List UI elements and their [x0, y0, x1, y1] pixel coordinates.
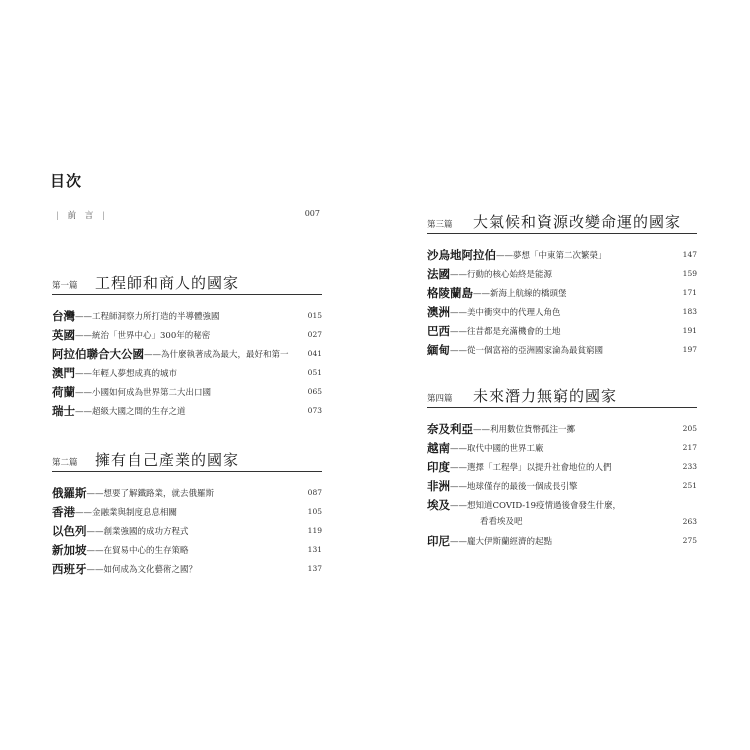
part-title: 大氣候和資源改變命運的國家: [473, 213, 682, 231]
toc-entry[interactable]: [427, 304, 697, 320]
entry-description: ——取代中國的世界工廠: [450, 444, 544, 454]
entry-description: ——從一個富裕的亞洲國家淪為最貧窮國: [450, 346, 604, 356]
toc-entry[interactable]: [427, 440, 697, 456]
entry-description: ——在貿易中心的生存策略: [86, 546, 189, 556]
entry-page-number: 015: [307, 311, 322, 320]
toc-entry[interactable]: [427, 478, 697, 494]
entry-description: ——選擇「工程學」以提升社會地位的人們: [450, 463, 612, 473]
entry-description: ——如何成為文化藝術之國？: [86, 565, 198, 575]
part-divider: [52, 471, 322, 472]
entry-country: 奈及利亞: [427, 422, 473, 436]
entry-list: [52, 308, 322, 422]
toc-entry[interactable]: [427, 266, 697, 282]
part-title: 未來潛力無窮的國家: [473, 387, 618, 405]
entry-page-number: 041: [307, 349, 322, 358]
toc-entry[interactable]: [427, 342, 697, 358]
part-heading: [52, 450, 322, 472]
entry-country: 格陵蘭島: [427, 286, 473, 300]
entry-country: 澳門: [52, 366, 75, 380]
entry-page-number: 137: [307, 564, 322, 573]
entry-description: ——龐大伊斯蘭經濟的起點: [450, 537, 553, 547]
toc-entry[interactable]: [427, 323, 697, 339]
part-number: 第三篇: [427, 220, 453, 230]
entry-country: 俄羅斯: [52, 486, 87, 500]
entry-country: 印度: [427, 460, 450, 474]
entry-country: 澳洲: [427, 305, 450, 319]
entry-country: 埃及: [427, 498, 450, 512]
entry-description: ——金融業與制度息息相關: [75, 508, 178, 518]
entry-country: 以色列: [52, 524, 87, 538]
entry-page-number: 147: [682, 250, 697, 259]
entry-description: ——年輕人夢想成真的城市: [75, 369, 178, 379]
part-heading: [427, 386, 697, 408]
toc-entry[interactable]: [52, 542, 322, 558]
entry-list: [52, 485, 322, 580]
entry-page-number: 251: [682, 481, 697, 490]
part-heading: [52, 273, 322, 295]
part-number: 第一篇: [52, 281, 78, 291]
toc-entry[interactable]: [427, 533, 697, 549]
toc-entry[interactable]: [427, 285, 697, 301]
entry-page-number: 197: [682, 345, 697, 354]
toc-entry[interactable]: [427, 247, 697, 263]
entry-page-number: 131: [307, 545, 322, 554]
entry-page-number: 205: [682, 424, 697, 433]
entry-country: 阿拉伯聯合大公國: [52, 347, 144, 361]
entry-page-number: 073: [307, 406, 322, 415]
entry-country: 瑞士: [52, 404, 75, 418]
entry-description: ——小國如何成為世界第二大出口國: [75, 388, 212, 398]
entry-page-number: 051: [307, 368, 322, 377]
entry-page-number: 191: [682, 326, 697, 335]
toc-entry[interactable]: [427, 459, 697, 475]
entry-country: 荷蘭: [52, 385, 75, 399]
entry-description: ——統治「世界中心」300年的秘密: [75, 331, 211, 341]
part-number: 第二篇: [52, 458, 78, 468]
part-divider: [427, 407, 697, 408]
entry-country: 台灣: [52, 309, 75, 323]
entry-list: [427, 421, 697, 552]
entry-description: ——創業強國的成功方程式: [86, 527, 189, 537]
entry-country: 英國: [52, 328, 75, 342]
entry-description: ——為什麼執著成為最大，最好和第一: [144, 350, 289, 360]
part-divider: [427, 233, 697, 234]
entry-page-number: 217: [682, 443, 697, 452]
entry-description: ——行動的核心始終是能源: [450, 270, 553, 280]
entry-page-number: 087: [307, 488, 322, 497]
entry-description: ——新海上航線的橋頭堡: [473, 289, 567, 299]
entry-page-number: 119: [307, 526, 322, 535]
toc-entry[interactable]: [52, 308, 322, 324]
entry-list: [427, 247, 697, 361]
entry-country: 香港: [52, 505, 75, 519]
part-section-4: [427, 386, 697, 552]
entry-description-continued: 看看埃及吧: [480, 517, 523, 527]
entry-description: ——夢想「中東第二次繁榮」: [496, 251, 607, 261]
entry-page-number: 233: [682, 462, 697, 471]
toc-entry[interactable]: [52, 523, 322, 539]
part-title: 擁有自己產業的國家: [95, 451, 240, 469]
toc-entry[interactable]: [427, 421, 697, 437]
toc-entry[interactable]: [52, 504, 322, 520]
entry-country: 沙烏地阿拉伯: [427, 248, 496, 262]
entry-page-number: 159: [682, 269, 697, 278]
entry-page-number: 105: [307, 507, 322, 516]
entry-page-number: 263: [682, 517, 697, 526]
entry-page-number: 171: [682, 288, 697, 297]
entry-country: 新加坡: [52, 543, 87, 557]
toc-title: 目次: [50, 172, 83, 190]
toc-entry[interactable]: [52, 384, 322, 400]
entry-page-number: 275: [682, 536, 697, 545]
entry-description: ——美中衝突中的代理人角色: [450, 308, 561, 318]
entry-country: 印尼: [427, 534, 450, 548]
toc-entry[interactable]: [52, 403, 322, 419]
entry-description: ——往昔都是充滿機會的土地: [450, 327, 561, 337]
toc-entry[interactable]: [427, 497, 697, 527]
preface-entry[interactable]: [56, 209, 320, 223]
toc-entry[interactable]: [52, 485, 322, 501]
entry-country: 緬甸: [427, 343, 450, 357]
part-section-3: [427, 212, 697, 361]
entry-country: 越南: [427, 441, 450, 455]
part-section-2: [52, 450, 322, 580]
entry-country: 非洲: [427, 479, 450, 493]
entry-country: 西班牙: [52, 562, 87, 576]
toc-entry[interactable]: [52, 327, 322, 343]
part-section-1: [52, 273, 322, 422]
part-title: 工程師和商人的國家: [95, 274, 240, 292]
part-divider: [52, 294, 322, 295]
entry-description: ——工程師洞察力所打造的半導體強國: [75, 312, 220, 322]
toc-entry[interactable]: [52, 346, 322, 362]
entry-country: 法國: [427, 267, 450, 281]
toc-entry[interactable]: [52, 561, 322, 577]
entry-page-number: 027: [307, 330, 322, 339]
entry-description: ——想要了解鐵路業，就去俄羅斯: [86, 489, 215, 499]
preface-page: 007: [304, 209, 320, 218]
entry-description: ——超級大國之間的生存之道: [75, 407, 186, 417]
entry-page-number: 065: [307, 387, 322, 396]
part-number: 第四篇: [427, 394, 453, 404]
toc-entry[interactable]: [52, 365, 322, 381]
entry-country: 巴西: [427, 324, 450, 338]
part-heading: [427, 212, 697, 234]
preface-label: | 前 言 |: [56, 211, 108, 221]
entry-description: ——利用數位貨幣孤注一擲: [473, 425, 576, 435]
entry-description: ——地球僅存的最後一個成長引擎: [450, 482, 578, 492]
entry-description: ——想知道COVID-19疫情過後會發生什麼，: [450, 501, 621, 511]
entry-page-number: 183: [682, 307, 697, 316]
